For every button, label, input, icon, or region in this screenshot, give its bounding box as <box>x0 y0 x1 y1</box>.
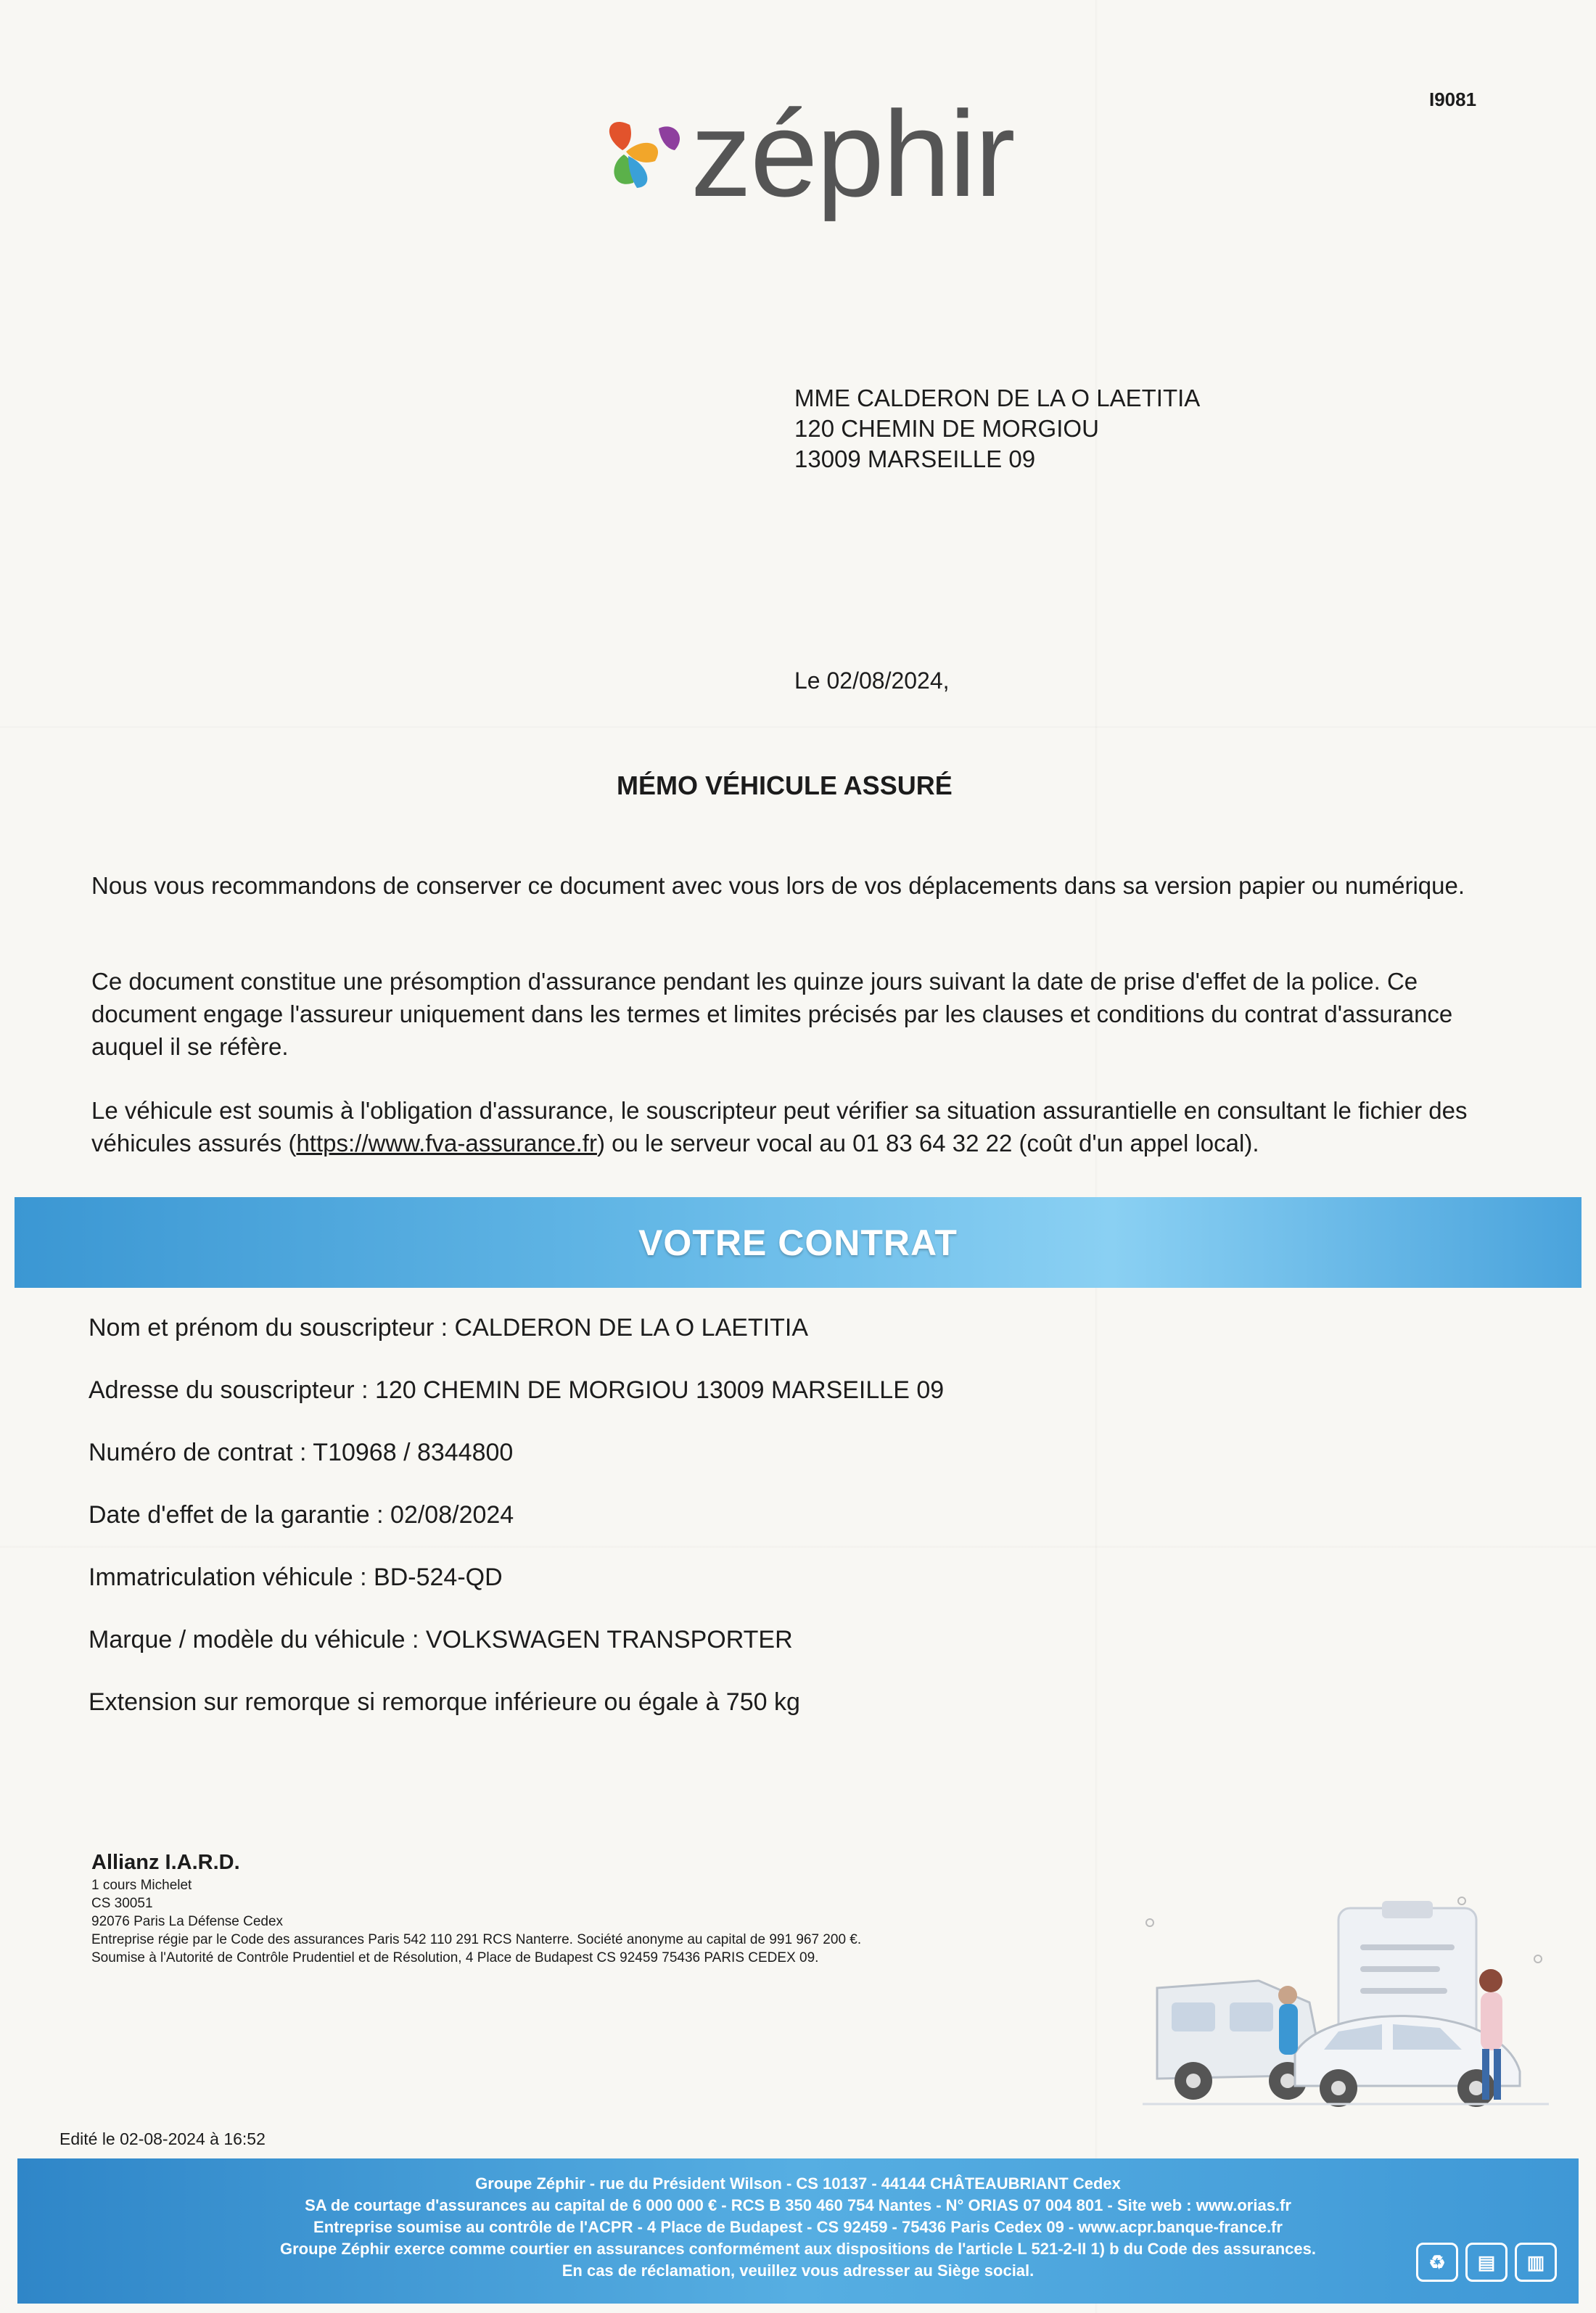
vehicle-model-row: Marque / modèle du véhicule : VOLKSWAGEN TRANSPORTER <box>89 1626 793 1653</box>
paragraph-obligation-end: ) ou le serveur vocal au 01 83 64 32 22 (coût d'un appel local). <box>596 1130 1259 1156</box>
bin-icon: ▥ <box>1515 2243 1557 2282</box>
zephir-logo <box>593 86 1014 222</box>
footer-icons <box>1416 2243 1557 2282</box>
subscriber-name-row: Nom et prénom du souscripteur : CALDERON DE LA O LAETITIA <box>89 1314 809 1342</box>
contract-number-row: Numéro de contrat : T10968 / 8344800 <box>89 1439 514 1466</box>
logo-text: zéphir <box>691 86 1014 222</box>
effective-date-row: Date d'effet de la garantie : 02/08/2024 <box>89 1501 514 1529</box>
footer-line-1: Groupe Zéphir - rue du Président Wilson - CS 10137 - 44144 CHÂTEAUBRIANT Cedex <box>475 2174 1121 2193</box>
zephir-logo-icon <box>593 107 695 201</box>
recipient-address <box>794 383 1200 474</box>
footer-line-4: Groupe Zéphir exerce comme courtier en assurances conformément aux dispositions de l'article L 521-2-II 1) b du Code des assurances. <box>280 2240 1316 2258</box>
insurer-line-1: 1 cours Michelet <box>91 1878 192 1893</box>
recipient-street: 120 CHEMIN DE MORGIOU <box>794 415 1099 442</box>
insurer-name: Allianz I.A.R.D. <box>91 1851 240 1874</box>
fva-link[interactable]: https://www.fva-assurance.fr <box>296 1130 597 1156</box>
footer-line-2: SA de courtage d'assurances au capital de 6 000 000 € - RCS B 350 460 754 Nantes - N° ORIAS 07 004 801 - Site web : www.orias.fr <box>305 2196 1291 2214</box>
insurer-line-3: 92076 Paris La Défense Cedex <box>91 1914 284 1929</box>
paragraph-obligation <box>91 1094 1513 1159</box>
subscriber-address-row: Adresse du souscripteur : 120 CHEMIN DE MORGIOU 13009 MARSEILLE 09 <box>89 1376 945 1404</box>
footer-line-5: En cas de réclamation, veuillez vous adresser au Siège social. <box>562 2261 1034 2280</box>
footer-legal-text <box>17 2173 1579 2282</box>
contract-section-title: VOTRE CONTRAT <box>638 1222 958 1263</box>
contract-details <box>89 1313 944 1750</box>
recycle-icon: ♻ <box>1416 2243 1458 2282</box>
trailer-extension-row: Extension sur remorque si remorque inférieure ou égale à 750 kg <box>89 1688 800 1716</box>
insurer-block <box>91 1851 862 1967</box>
vehicle-illustration <box>1143 1894 1549 2151</box>
footer-line-3: Entreprise soumise au contrôle de l'ACPR - 4 Place de Budapest - CS 92459 - 75436 Paris Cedex 09 - www.acpr.banque-france.fr <box>313 2218 1283 2236</box>
paragraph-obligation-start: Le véhicule est soumis à l'obligation d'assurance, le souscripteur peut vérifier sa situation assurantielle en consultant le fichier des véhicules assurés ( <box>91 1097 1468 1156</box>
paragraph-presumption: Ce document constitue une présomption d'assurance pendant les quinze jours suivant la date de prise d'effet de la police. Ce document engage l'assureur uniquement dans les termes et limites précisés par les clauses et conditions du contrat d'assurance auquel il se réfère. <box>91 968 1453 1060</box>
insurer-line-5: Soumise à l'Autorité de Contrôle Prudentiel et de Résolution, 4 Place de Budapest CS 92459 75436 PARIS CEDEX 09. <box>91 1950 819 1965</box>
document-reference: I9081 <box>1429 89 1477 110</box>
paper-icon: ▤ <box>1465 2243 1507 2282</box>
letter-date: Le 02/08/2024, <box>794 667 950 694</box>
edition-timestamp: Edité le 02-08-2024 à 16:52 <box>59 2129 266 2148</box>
paragraph-recommendation: Nous vous recommandons de conserver ce document avec vous lors de vos déplacements dans sa version papier ou numérique. <box>91 872 1465 899</box>
recipient-city: 13009 MARSEILLE 09 <box>794 445 1036 472</box>
insurer-line-2: CS 30051 <box>91 1896 153 1911</box>
registration-row: Immatriculation véhicule : BD-524-QD <box>89 1564 503 1591</box>
insurer-line-4: Entreprise régie par le Code des assurances Paris 542 110 291 RCS Nanterre. Société anonyme au capital de 991 967 200 €. <box>91 1932 862 1947</box>
document-title: MÉMO VÉHICULE ASSURÉ <box>617 771 953 800</box>
contract-section-band <box>15 1197 1581 1288</box>
recipient-name: MME CALDERON DE LA O LAETITIA <box>794 385 1201 411</box>
footer-band <box>17 2158 1579 2304</box>
